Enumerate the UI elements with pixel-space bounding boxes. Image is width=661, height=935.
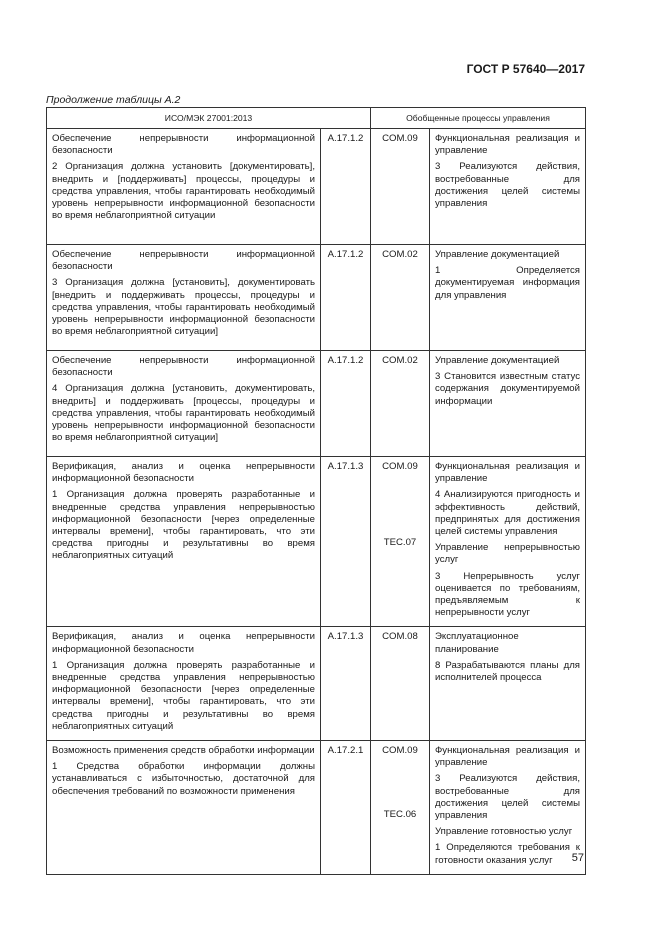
ref-cell: A.17.1.3 [321, 457, 371, 627]
process-title: Управление документацией [435, 355, 560, 366]
iso-cell [47, 741, 321, 875]
iso-cell [47, 245, 321, 351]
process-code: COM.09 [382, 461, 418, 472]
mapping-table [46, 107, 586, 875]
iso-title: Возможность применения средств обработки информации [52, 745, 315, 757]
process-title: Функциональная реализация и управление [435, 461, 580, 485]
page-number: 57 [571, 852, 584, 864]
table-row [47, 627, 586, 741]
process-cell [430, 351, 586, 457]
header-iso: ИСО/МЭК 27001:2013 [47, 108, 371, 129]
ref-cell: A.17.1.3 [321, 627, 371, 741]
iso-cell [47, 129, 321, 245]
process-title: Эксплуатационное планирование [435, 631, 519, 655]
table-row [47, 351, 586, 457]
code-cell [371, 457, 430, 627]
ref-cell: A.17.1.2 [321, 245, 371, 351]
code-cell [371, 627, 430, 741]
iso-text: 2 Организация должна установить [документировать], внедрить и [поддерживать] процессы, процедуры и средства управления, чтобы гарантировать необходимый уровень непрерывности информационной безопасности во время неблагоприятной ситуации [52, 161, 315, 222]
process-cell [430, 741, 586, 875]
process-title: Функциональная реализация и управление [435, 133, 580, 157]
code-cell [371, 741, 430, 875]
process-text: 1 Определяется документируемая информация для управления [435, 265, 580, 301]
table-caption: Продолжение таблицы А.2 [46, 94, 181, 106]
process-code: COM.02 [382, 249, 418, 260]
process-cell [430, 627, 586, 741]
table-row [47, 457, 586, 627]
document-id: ГОСТ Р 57640—2017 [466, 62, 585, 76]
process-text: 3 Непрерывность услуг оценивается по требованиям, предъявляемым к непрерывности услуг [435, 570, 580, 619]
table-row [47, 129, 586, 245]
process-text: 1 Определяются требования к готовности оказания услуг [435, 842, 580, 866]
process-title: Функциональная реализация и управление [435, 745, 580, 769]
process-text: 8 Разрабатываются планы для исполнителей процесса [435, 659, 580, 684]
iso-cell [47, 627, 321, 741]
process-cell [430, 245, 586, 351]
process-code: COM.09 [382, 133, 418, 144]
code-cell [371, 245, 430, 351]
iso-title: Верификация, анализ и оценка непрерывности информационной безопасности [52, 631, 315, 655]
process-title: Управление документацией [435, 249, 560, 260]
process-text: 3 Становится известным статус содержания документируемой информации [435, 371, 580, 407]
process-text: 3 Реализуются действия, востребованные для достижения целей системы управления [435, 773, 580, 822]
iso-text: 1 Организация должна проверять разработанные и внедренные средства управления непрерывностью информационной безопасности [через определенные интервалы времени], чтобы гарантировать, что эти средства пригодны и результативны во время неблагоприятных ситуаций [52, 659, 315, 732]
process-code: TEC.06 [383, 809, 417, 821]
process-code: COM.09 [382, 745, 418, 757]
iso-title: Обеспечение непрерывности информационной безопасности [52, 355, 315, 379]
iso-text: 4 Организация должна [установить, документировать, внедрить] и поддерживать [процессы, процедуры и средства управления, чтобы гарантировать необходимый уровень непрерывности информационной безопасности во время неблагоприятной ситуации] [52, 383, 315, 444]
iso-text: 1 Средства обработки информации должны устанавливаться с избыточностью, достаточной для обеспечения требований по возможности применения [52, 761, 315, 797]
code-cell [371, 351, 430, 457]
iso-title: Верификация, анализ и оценка непрерывности информационной безопасности [52, 461, 315, 485]
table-header-row [47, 108, 586, 129]
process-text: 4 Анализируются пригодность и эффективность действий, предпринятых для достижения целей системы управления [435, 489, 580, 538]
process-code: TEC.07 [383, 537, 417, 549]
ref-cell: A.17.1.2 [321, 129, 371, 245]
process-title: Управление непрерывностью услуг [435, 542, 580, 566]
iso-text: 1 Организация должна проверять разработанные и внедренные средства управления непрерывностью информационной безопасности [через определенные интервалы времени], чтобы гарантировать, что эти средства пригодны и результативны во время неблагоприятных ситуаций [52, 489, 315, 562]
header-processes: Обобщенные процессы управления [371, 108, 586, 129]
process-code: COM.08 [382, 631, 418, 643]
table-row [47, 741, 586, 875]
ref-cell: A.17.2.1 [321, 741, 371, 875]
iso-title: Обеспечение непрерывности информационной безопасности [52, 249, 315, 273]
process-cell [430, 457, 586, 627]
iso-text: 3 Организация должна [установить], документировать [внедрить и поддерживать процессы, процедуры и средства управления, чтобы гарантировать необходимый уровень непрерывности информационной безопасности во время неблагоприятной ситуации] [52, 277, 315, 338]
ref-cell: A.17.1.2 [321, 351, 371, 457]
iso-title: Обеспечение непрерывности информационной безопасности [52, 133, 315, 157]
iso-cell [47, 351, 321, 457]
process-text: 3 Реализуются действия, востребованные для достижения целей системы управления [435, 161, 580, 210]
code-cell [371, 129, 430, 245]
process-cell [430, 129, 586, 245]
process-code: COM.02 [382, 355, 418, 366]
table-row [47, 245, 586, 351]
iso-cell [47, 457, 321, 627]
process-title: Управление готовностью услуг [435, 826, 573, 838]
